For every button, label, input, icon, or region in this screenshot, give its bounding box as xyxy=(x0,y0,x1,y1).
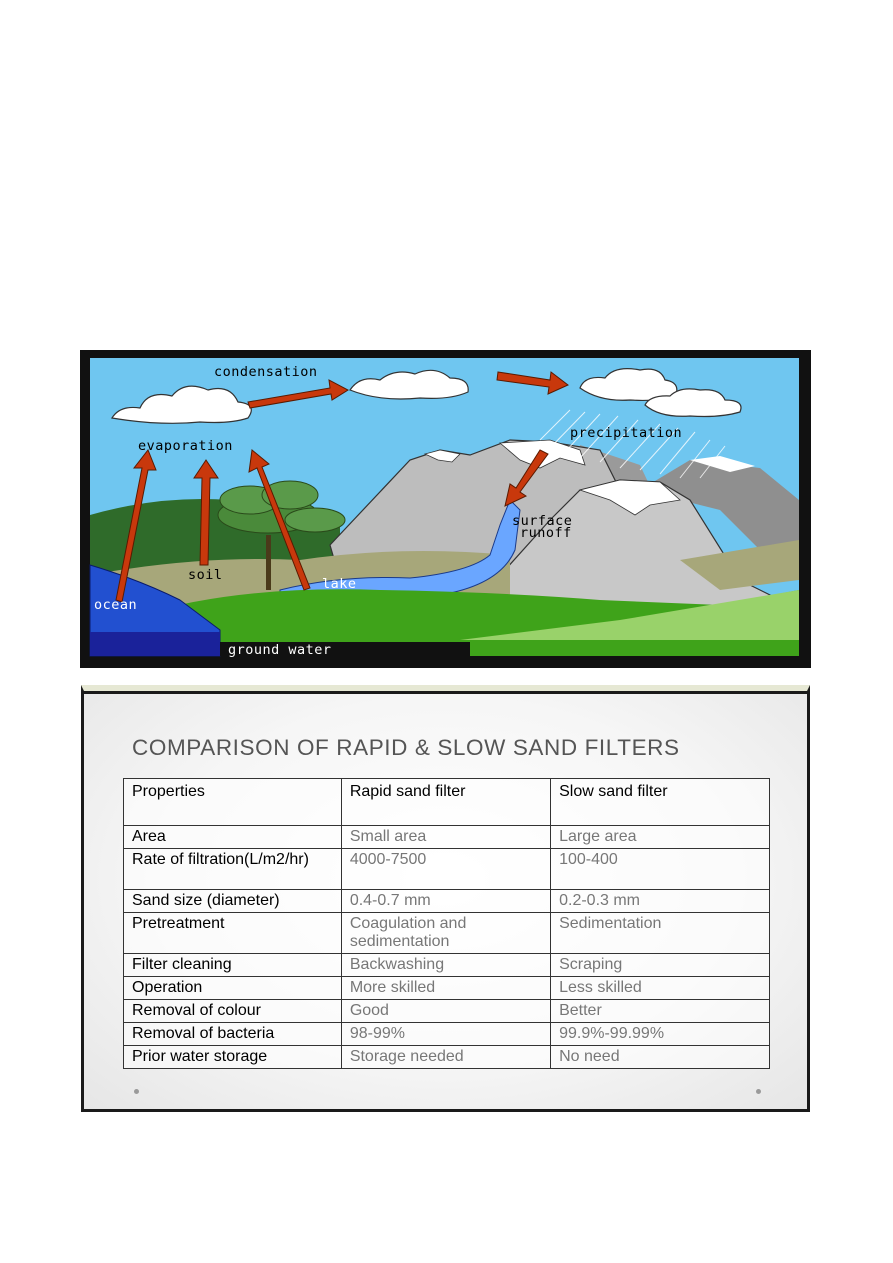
slide-dot-right xyxy=(756,1089,761,1094)
cell-rapid: Backwashing xyxy=(341,954,550,977)
label-soil: soil xyxy=(188,567,223,583)
cell-property: Sand size (diameter) xyxy=(124,890,342,913)
table-row xyxy=(124,1046,770,1069)
cell-rapid: 4000-7500 xyxy=(341,849,550,890)
table-row xyxy=(124,954,770,977)
label-precipitation: precipitation xyxy=(570,425,683,441)
cell-property: Operation xyxy=(124,977,342,1000)
water-cycle-illustration xyxy=(80,350,811,668)
cell-rapid: Coagulation and sedimentation xyxy=(341,913,550,954)
cell-property: Filter cleaning xyxy=(124,954,342,977)
cell-slow: 0.2-0.3 mm xyxy=(551,890,770,913)
header-rapid-sand-filter: Rapid sand filter xyxy=(341,779,550,826)
label-evaporation: evaporation xyxy=(138,438,233,454)
header-slow-sand-text: Slow sand filter xyxy=(559,783,668,800)
table-row xyxy=(124,890,770,913)
header-slow-sand-filter xyxy=(551,779,770,826)
table-row xyxy=(124,826,770,849)
table-row xyxy=(124,1000,770,1023)
label-surface: surface xyxy=(512,513,573,529)
label-ground-water: ground water xyxy=(228,642,332,658)
water-cycle-diagram xyxy=(80,350,811,668)
cell-slow: Less skilled xyxy=(551,977,770,1000)
table-row xyxy=(124,913,770,954)
cell-property: Pretreatment xyxy=(124,913,342,954)
comparison-table xyxy=(123,778,770,1069)
cell-rapid: 0.4-0.7 mm xyxy=(341,890,550,913)
cell-slow: Large area xyxy=(551,826,770,849)
table-row xyxy=(124,977,770,1000)
cell-property: Removal of bacteria xyxy=(124,1023,342,1046)
slide-title: COMPARISON OF RAPID & SLOW SAND FILTERS xyxy=(132,735,680,760)
cell-rapid: More skilled xyxy=(341,977,550,1000)
cell-property: Rate of filtration(L/m2/hr) xyxy=(124,849,342,890)
label-runoff: runoff xyxy=(520,525,572,541)
cell-rapid: Small area xyxy=(341,826,550,849)
label-ocean: ocean xyxy=(94,597,138,613)
table-row xyxy=(124,1023,770,1046)
cell-rapid: Good xyxy=(341,1000,550,1023)
comparison-slide xyxy=(81,685,810,1112)
cell-rapid: 98-99% xyxy=(341,1023,550,1046)
header-properties: Properties xyxy=(124,779,342,826)
cell-slow: Scraping xyxy=(551,954,770,977)
cell-slow: 100-400 xyxy=(551,849,770,890)
label-lake: lake xyxy=(322,576,357,592)
slide-dot-left xyxy=(134,1089,139,1094)
cell-slow: Better xyxy=(551,1000,770,1023)
table-header-row xyxy=(124,779,770,826)
cell-property: Removal of colour xyxy=(124,1000,342,1023)
cell-slow: 99.9%-99.99% xyxy=(551,1023,770,1046)
table-row xyxy=(124,849,770,890)
cell-property: Area xyxy=(124,826,342,849)
cell-slow: Sedimentation xyxy=(551,913,770,954)
label-condensation: condensation xyxy=(214,364,318,380)
cell-property: Prior water storage xyxy=(124,1046,342,1069)
cell-rapid: Storage needed xyxy=(341,1046,550,1069)
cell-slow: No need xyxy=(551,1046,770,1069)
ground-water xyxy=(90,632,220,656)
